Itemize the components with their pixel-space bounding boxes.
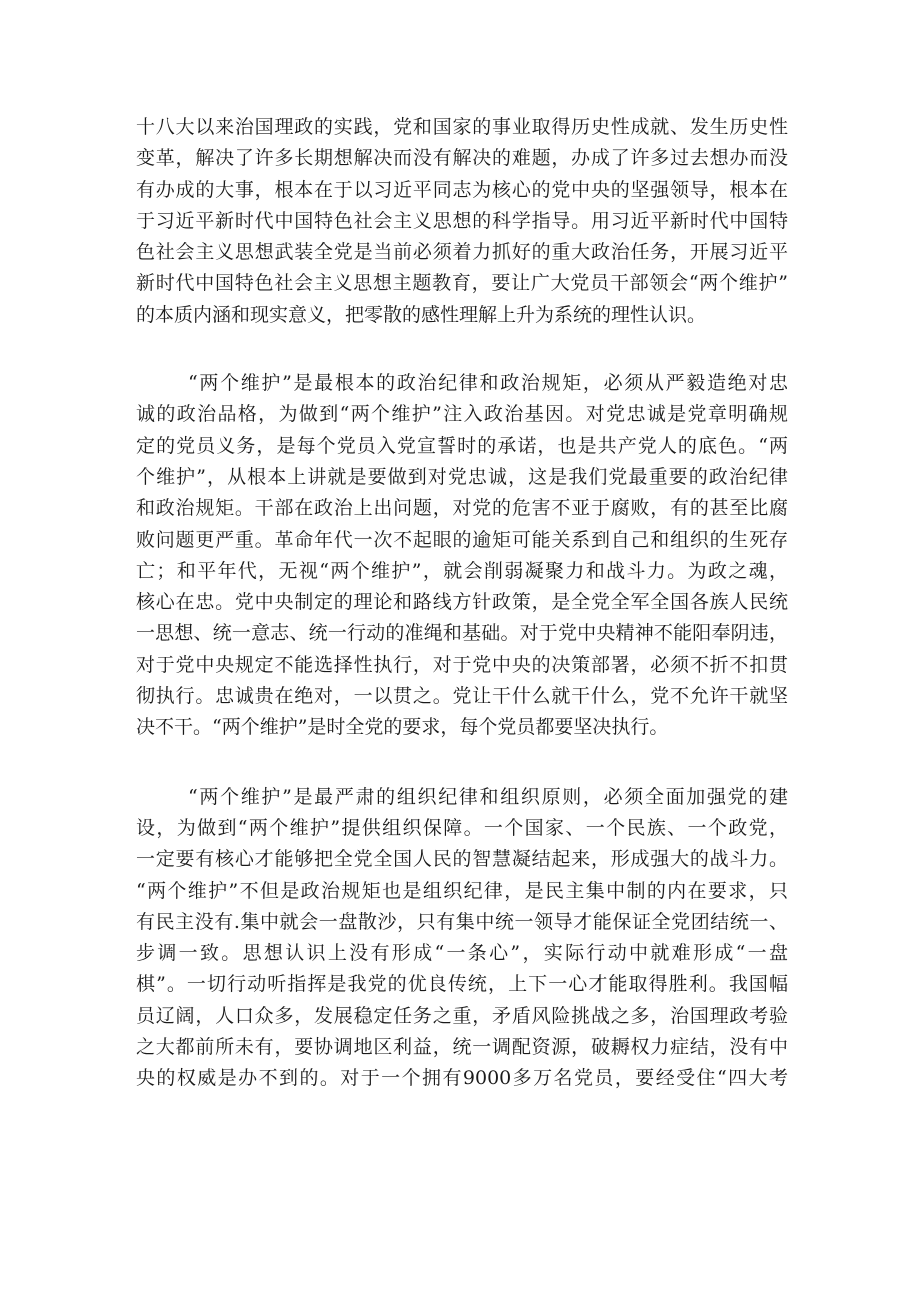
text-line: “两个维护”是最根本的政治纪律和政治规矩，必须从严毅造绝对忠	[188, 372, 788, 395]
text-line: 定的党员义务，是每个党员入党宣誓时的承诺，也是共产党人的底色。“两	[136, 434, 788, 457]
text-line: 诚的政治品格，为做到“两个维护”注入政治基因。对党忠诚是党章明确规	[136, 403, 788, 426]
text-line: 十八大以来治国理政的实践，党和国家的事业取得历史性成就、发生历史性	[136, 116, 788, 138]
text-line: 一思想、统一意志、统一行动的准绳和基础。对于党中央精神不能阳奉阴违，	[136, 622, 788, 645]
text-line: 一定要有核心才能够把全党全国人民的智慧凝结起来，形成强大的战斗力。	[136, 848, 788, 871]
text-line: 和政治规矩。干部在政治上出问题，对党的危害不亚于腐败，有的甚至比腐	[136, 497, 788, 520]
text-line: 决不干。“两个维护”是时全党的要求，每个党员都要坚决执行。	[136, 716, 669, 739]
text-line: 个维护”，从根本上讲就是要做到对党忠诚，这是我们党最重要的政治纪律	[136, 465, 788, 488]
text-line: 央的权威是办不到的。对于一个拥有9000多万名党员，要经受住“四大考	[136, 1067, 788, 1090]
text-line: 对于党中央规定不能选择性执行，对于党中央的决策部署，必须不折不扣贯	[136, 653, 788, 676]
text-line: 棋”。一切行动听指挥是我党的优良传统，上下一心才能取得胜利。我国幅	[136, 973, 788, 996]
text-line: 亡；和平年代，无视“两个维护”，就会削弱凝聚力和战斗力。为政之魂，	[136, 559, 788, 582]
text-line: 变革，解决了许多长期想解决而没有解决的难题，办成了许多过去想办而没	[136, 147, 788, 170]
text-line: 败问题更严重。革命年代一次不起眼的逾矩可能关系到自己和组织的生死存	[136, 528, 788, 551]
text-line: 有办成的大事，根本在于以习近平同志为核心的党中央的坚强领导，根本在	[136, 178, 788, 201]
text-line: 彻执行。忠诚贵在绝对，一以贯之。党让干什么就干什么，党不允许干就坚	[136, 685, 788, 708]
text-line: 员辽阔，人口众多，发展稳定任务之重，矛盾风险挑战之多，治国理政考验	[136, 1004, 788, 1027]
text-line: 色社会主义思想武装全党是当前必须着力抓好的重大政治任务，开展习近平	[136, 241, 788, 264]
text-line: 的本质内涵和现实意义，把零散的感性理解上升为系统的理性认识。	[136, 303, 707, 326]
text-line: 于习近平新时代中国特色社会主义思想的科学指导。用习近平新时代中国特	[136, 209, 788, 232]
document-page	[136, 112, 788, 1095]
text-line: 步调一致。思想认识上没有形成“一条心”，实际行动中就难形成“一盘	[136, 942, 788, 965]
paragraph-2	[136, 368, 788, 744]
text-line: “两个维护”是最严肃的组织纪律和组织原则，必须全面加强党的建	[188, 785, 788, 808]
text-line: 有民主没有.集中就会一盘散沙，只有集中统一领导才能保证全党团结统一、	[136, 910, 788, 933]
paragraph-3	[136, 782, 788, 1095]
text-line: 新时代中国特色社会主义思想主题教育，要让广大党员干部领会“两个维护”	[136, 272, 788, 295]
text-line: 之大都前所未有，要协调地区利益，统一调配资源，破耨权力症结，没有中	[136, 1036, 788, 1059]
paragraph-1	[136, 112, 788, 331]
text-line: 设，为做到“两个维护”提供组织保障。一个国家、一个民族、一个政党，	[136, 816, 788, 839]
text-line: “两个维护”不但是政治规矩也是组织纪律，是民主集中制的内在要求，只	[136, 879, 788, 902]
text-line: 核心在忠。党中央制定的理论和路线方针政策，是全党全军全国各族人民统	[136, 591, 788, 614]
